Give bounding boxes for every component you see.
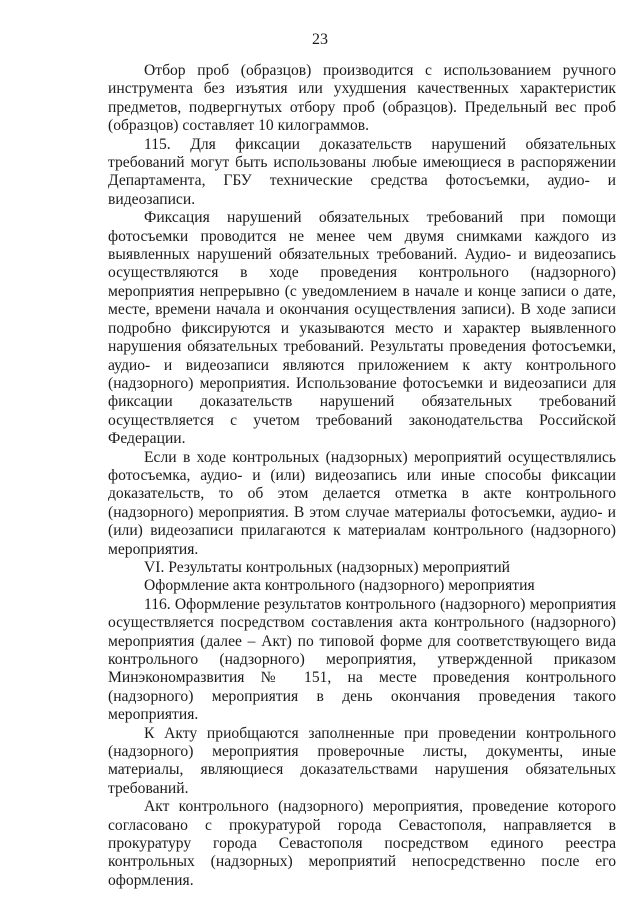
paragraph-115: 115. Для фиксации доказательств нарушений обязательных требований могут быть использованы любые имеющиеся в распоряжении Департамента, ГБУ технические средства фотосъемки, аудио- и видеозаписи. <box>108 135 616 208</box>
paragraph-sampling: Отбор проб (образцов) производится с использованием ручного инструмента без изъятия или ухудшения качественных характеристик предметов, подвергнутых отбору проб (образцов). Предельный вес проб (образцов) составляет 10 килограммов. <box>108 62 616 135</box>
paragraph-act-note: Если в ходе контрольных (надзорных) мероприятий осуществлялись фотосъемка, аудио- и (или) видеозапись или иные способы фиксации доказательств, то об этом делается отметка в акте контрольного (надзорного) мероприятия. В этом случае материалы фотосъемки, аудио- и (или) видеозаписи прилагаются к материалам контрольного (надзорного) мероприятия. <box>108 448 616 558</box>
paragraph-act-prosecutor: Акт контрольного (надзорного) мероприятия, проведение которого согласовано с прокуратурой города Севастополя, направляется в прокуратуру города Севастополя посредством единого реестра контрольных (надзорных) мероприятий непосредственно после его оформления. <box>108 798 616 889</box>
document-body <box>108 62 616 890</box>
section-title: VI. Результаты контрольных (надзорных) мероприятий <box>144 558 511 576</box>
paragraph-photo-fixation: Фиксация нарушений обязательных требований при помощи фотосъемки проводится не менее чем двумя снимками каждого из выявленных нарушений обязательных требований. Аудио- и видеозапись осуществляются в ходе проведения контрольного (надзорного) мероприятия непрерывно (с уведомлением в начале и конце записи о дате, месте, времени начала и окончания осуществления записи). В ходе записи подробно фиксируются и указываются место и характер выявленного нарушения обязательных требований. Результаты проведения фотосъемки, аудио- и видеозаписи являются приложением к акту контрольного (надзорного) мероприятия. Использование фотосъемки и видеозаписи для фиксации доказательств нарушений обязательных требований осуществляется с учетом требований законодательства Российской Федерации. <box>108 209 616 448</box>
page-number: 23 <box>312 31 328 48</box>
paragraph-116: 116. Оформление результатов контрольного (надзорного) мероприятия осуществляется посредством составления акта контрольного (надзорного) мероприятия (далее – Акт) по типовой форме для соответствующего вида контрольного (надзорного) мероприятия, утвержденной приказом Минэкономразвития № 151, на месте проведения контрольного (надзорного) мероприятия в день окончания проведения такого мероприятия. <box>108 595 616 724</box>
paragraph-act-attachments: К Акту приобщаются заполненные при проведении контрольного (надзорного) мероприятия проверочные листы, документы, иные материалы, являющиеся доказательствами нарушения обязательных требований. <box>108 724 616 797</box>
subsection-title: Оформление акта контрольного (надзорного) мероприятия <box>144 577 535 595</box>
